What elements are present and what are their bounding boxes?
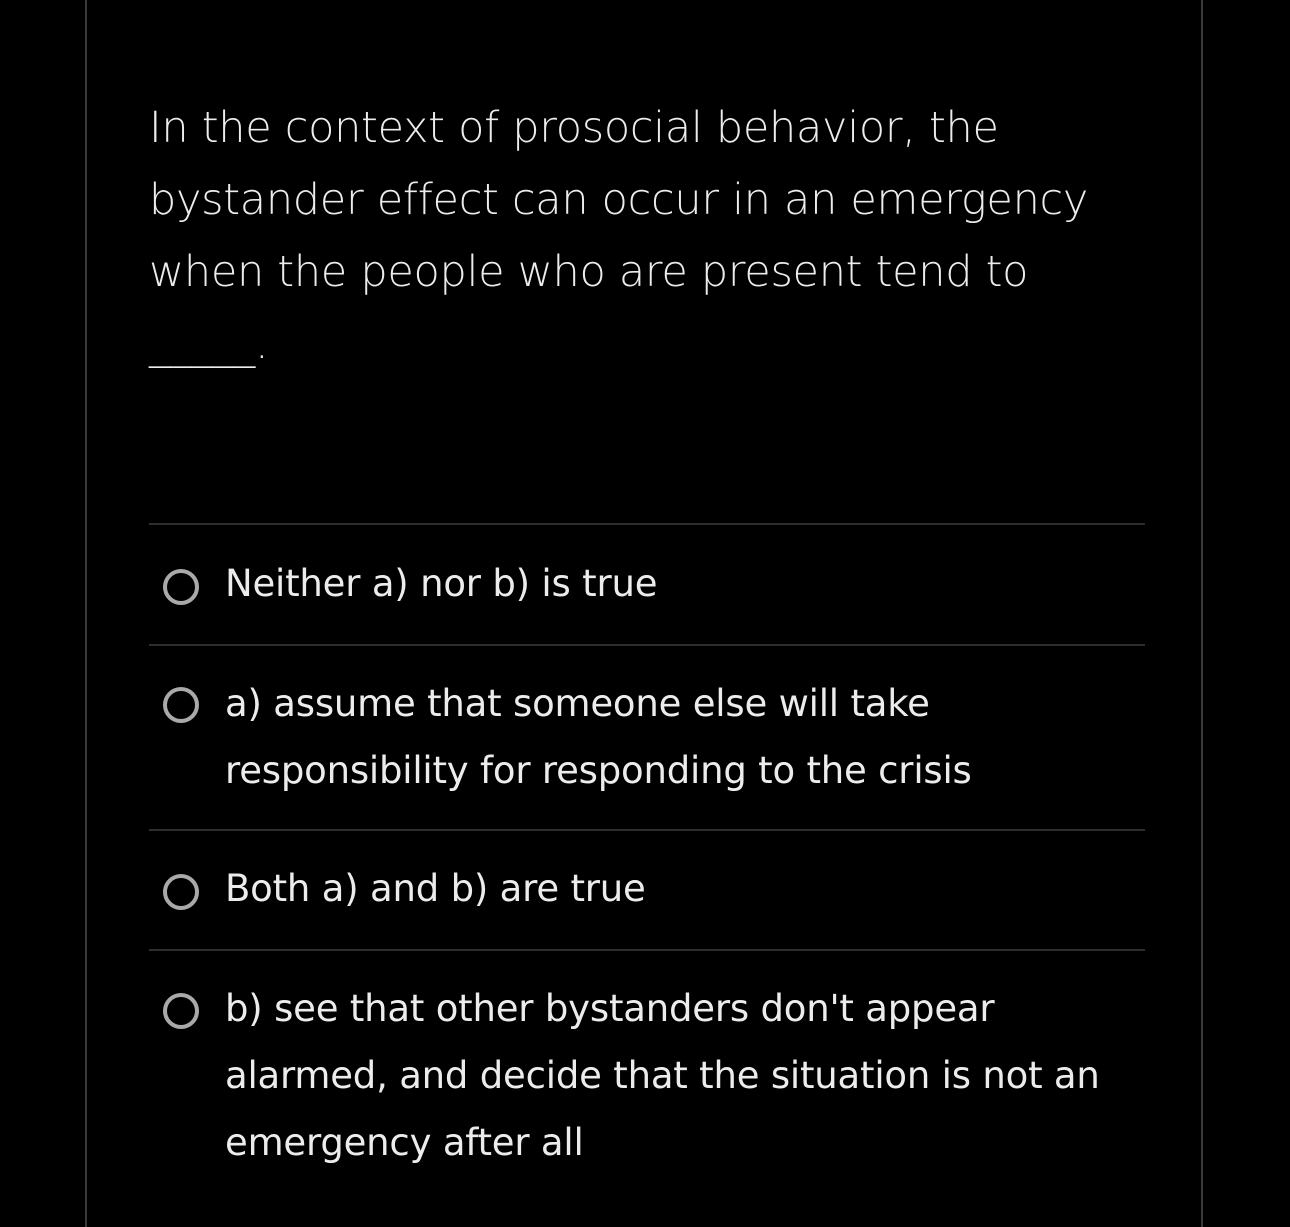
option-both[interactable] — [149, 829, 1145, 949]
option-a[interactable] — [149, 644, 1145, 829]
radio-button-icon[interactable] — [163, 874, 199, 910]
option-b[interactable] — [149, 949, 1145, 1189]
answer-options — [149, 523, 1145, 1189]
question-panel — [85, 0, 1203, 1227]
radio-button-icon[interactable] — [163, 687, 199, 723]
option-label: Both a) and b) are true — [225, 867, 646, 910]
option-label: Neither a) nor b) is true — [225, 562, 658, 605]
option-label: a) assume that someone else will take responsibility for responding to the crisis — [225, 682, 972, 792]
option-neither[interactable] — [149, 523, 1145, 644]
question-text: In the context of prosocial behavior, the bystander effect can occur in an emergency when the people who are present tend to _____. — [149, 103, 1089, 369]
option-label: b) see that other bystanders don't appear alarmed, and decide that the situation is not an emergency after all — [225, 987, 1100, 1164]
radio-button-icon[interactable] — [163, 569, 199, 605]
radio-button-icon[interactable] — [163, 993, 199, 1029]
